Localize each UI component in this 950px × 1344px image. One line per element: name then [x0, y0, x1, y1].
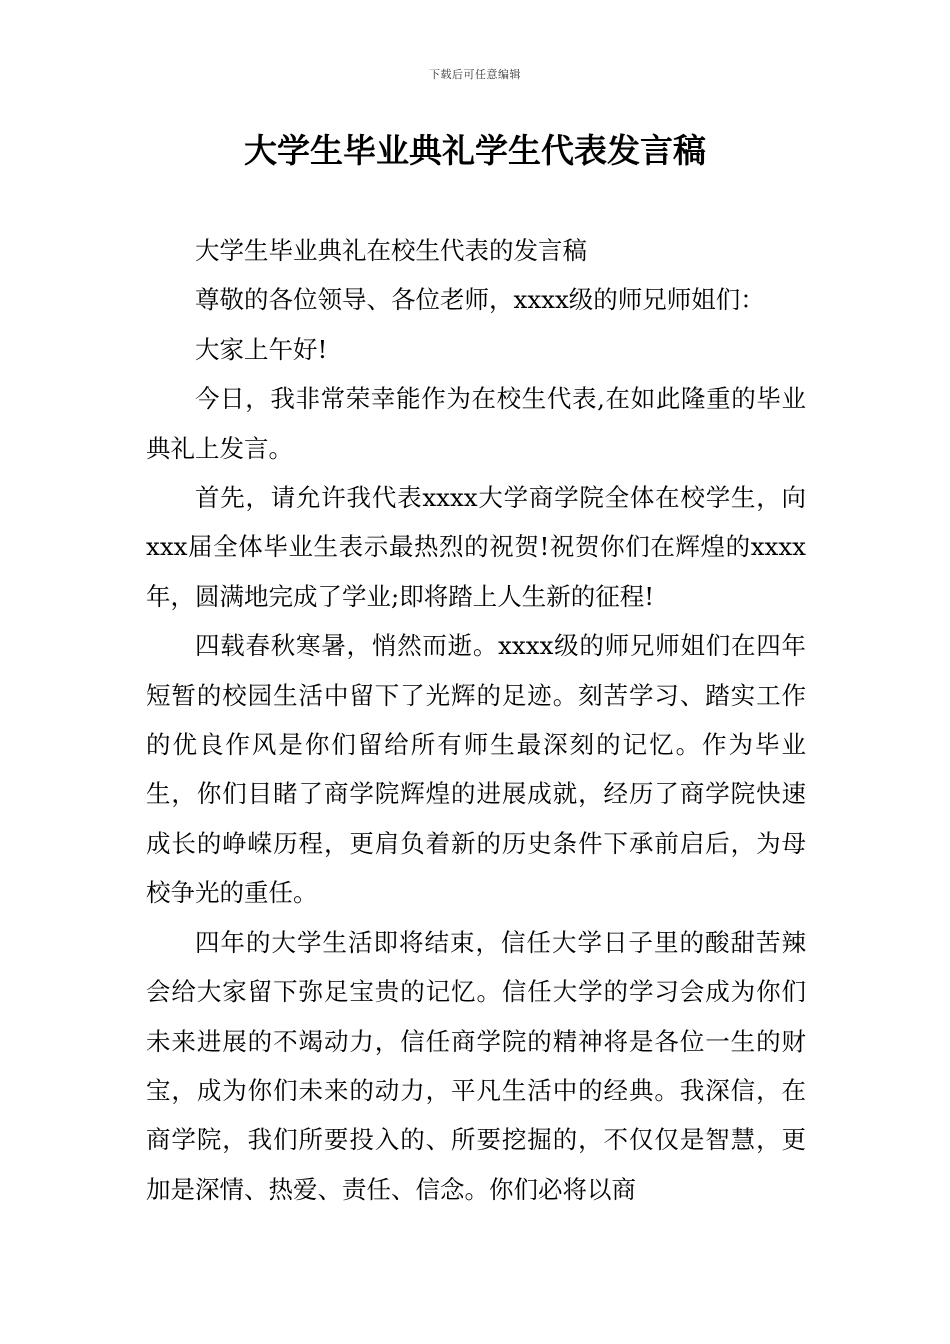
paragraph: 四载春秋寒暑，悄然而逝。xxxx级的师兄师姐们在四年短暂的校园生活中留下了光辉的足迹。刻苦学习、踏实工作的优良作风是你们留给所有师生最深刻的记忆。作为毕业生，你们目睹了商学院辉煌的进展成就，经历了商学院快速成长的峥嵘历程，更肩负着新的历史条件下承前启后，为母校争光的重任。: [146, 631, 806, 908]
paragraph: 首先，请允许我代表xxxx大学商学院全体在校学生，向xxx届全体毕业生表示最热烈的祝贺!祝贺你们在辉煌的xxxx年，圆满地完成了学业;即将踏上人生新的征程!: [146, 483, 806, 611]
paragraph: 四年的大学生活即将结束，信任大学日子里的酸甜苦辣会给大家留下弥足宝贵的记忆。信任大学的学习会成为你们未来进展的不竭动力，信任商学院的精神将是各位一生的财宝，成为你们未来的动力，平凡生活中的经典。我深信，在商学院，我们所要投入的、所要挖掘的，不仅仅是智慧，更加是深情、热爱、责任、信念。你们必将以商: [146, 927, 806, 1204]
paragraph: 今日，我非常荣幸能作为在校生代表,在如此隆重的毕业典礼上发言。: [146, 384, 806, 463]
document-title: 大学生毕业典礼学生代表发言稿: [244, 131, 706, 170]
paragraph-subtitle: 大学生毕业典礼在校生代表的发言稿: [195, 236, 587, 265]
header-note: 下载后可任意编辑: [429, 68, 521, 81]
paragraph-salutation: 尊敬的各位领导、各位老师，xxxx级的师兄师姐们：: [195, 285, 765, 315]
document-body: [146, 226, 806, 1214]
paragraph-greeting: 大家上午好!: [195, 334, 328, 364]
